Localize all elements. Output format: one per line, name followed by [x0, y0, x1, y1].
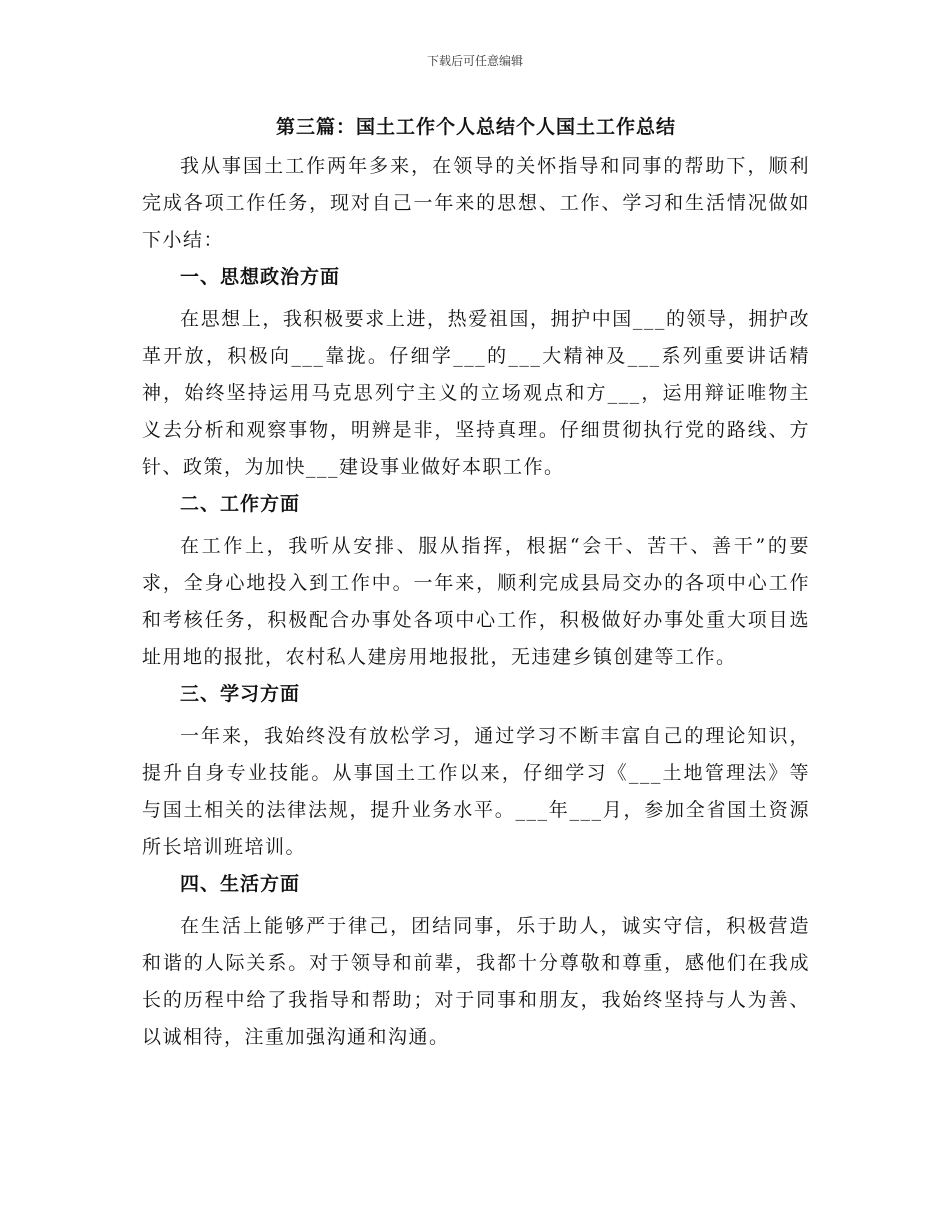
- section-heading-life: 四、生活方面: [180, 873, 301, 895]
- section-body-ideology: 在思想上，我积极要求上进，热爱祖国，拥护中国___的领导，拥护改革开放，积极向___靠拢。仔细学___的___大精神及___系列重要讲话精神，始终坚持运用马克思列宁主义的立场观点和方___，运用辩证唯物主义去分析和观察事物，明辨是非，坚持真理。仔细贯彻执行党的路线、方针、政策，为加快___建设事业做好本职工作。: [142, 308, 810, 478]
- section-heading-ideology: 一、思想政治方面: [180, 266, 341, 288]
- section-heading-study: 三、学习方面: [180, 683, 301, 705]
- page-header: 下载后可任意编辑: [426, 54, 523, 68]
- section-body-study: 一年来，我始终没有放松学习，通过学习不断丰富自己的理论知识，提升自身专业技能。从事国土工作以来，仔细学习《___土地管理法》等与国土相关的法律法规，提升业务水平。___年___月，参加全省国土资源所长培训班培训。: [142, 725, 810, 858]
- document-title: 第三篇：国土工作个人总结个人国土工作总结: [275, 116, 676, 138]
- intro-paragraph: 我从事国土工作两年多来，在领导的关怀指导和同事的帮助下，顺利完成各项工作任务，现对自己一年来的思想、工作、学习和生活情况做如下小结：: [142, 155, 810, 251]
- section-heading-work: 二、工作方面: [180, 493, 301, 515]
- document-body: [142, 112, 810, 1056]
- section-body-work: 在工作上，我听从安排、服从指挥，根据“会干、苦干、善干”的要求，全身心地投入到工作中。一年来，顺利完成县局交办的各项中心工作和考核任务，积极配合办事处各项中心工作，积极做好办事处重大项目选址用地的报批，农村私人建房用地报批，无违建乡镇创建等工作。: [142, 535, 810, 668]
- section-body-life: 在生活上能够严于律己，团结同事，乐于助人，诚实守信，积极营造和谐的人际关系。对于领导和前辈，我都十分尊敬和尊重，感他们在我成长的历程中给了我指导和帮助；对于同事和朋友，我始终坚持与人为善、以诚相待，注重加强沟通和沟通。: [142, 915, 810, 1048]
